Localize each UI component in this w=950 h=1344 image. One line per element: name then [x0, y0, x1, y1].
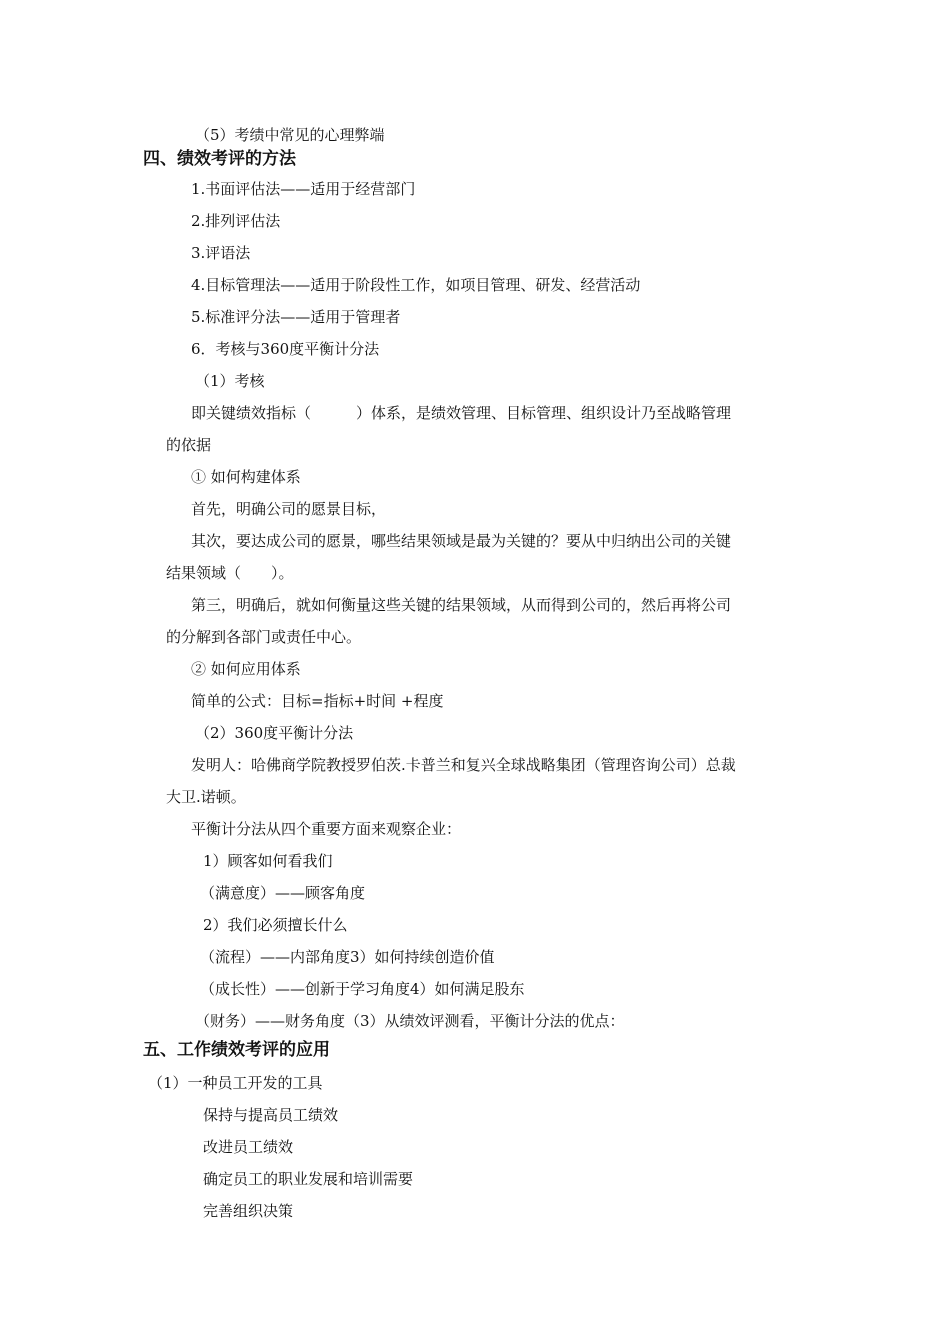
text-line: （财务）——财务角度（3）从绩效评测看，平衡计分法的优点：	[195, 1012, 625, 1030]
text-line: 发明人：哈佛商学院教授罗伯茨.卡普兰和复兴全球战略集团（管理咨询公司）总裁	[191, 756, 736, 774]
text-line: 2.排列评估法	[191, 212, 281, 230]
text-line: （2）360度平衡计分法	[195, 724, 354, 742]
text-line: 4.目标管理法——适用于阶段性工作，如项目管理、研发、经营活动	[191, 276, 641, 294]
text-line: 2）我们必须擅长什么	[203, 916, 348, 934]
text-line: 平衡计分法从四个重要方面来观察企业：	[191, 820, 462, 838]
text-line: 确定员工的职业发展和培训需要	[203, 1170, 414, 1188]
text-line: 大卫.诺顿。	[166, 788, 246, 806]
section-heading-4: 四、绩效考评的方法	[143, 149, 296, 169]
text-line: 完善组织决策	[203, 1202, 294, 1220]
text-line: 保持与提高员工绩效	[203, 1106, 339, 1124]
text-line: 第三，明确后，就如何衡量这些关键的结果领域，从而得到公司的，然后再将公司	[191, 596, 732, 614]
text-line: （1）一种员工开发的工具	[148, 1074, 323, 1092]
text-line: 1.书面评估法——适用于经营部门	[191, 180, 416, 198]
text-line: 6．考核与360度平衡计分法	[191, 340, 380, 358]
text-line: 5.标准评分法——适用于管理者	[191, 308, 401, 326]
text-line: 首先，明确公司的愿景目标，	[191, 500, 387, 518]
text-line: 1）顾客如何看我们	[203, 852, 333, 870]
text-line: 3.评语法	[191, 244, 251, 262]
text-line: （成长性）——创新于学习角度4）如何满足股东	[200, 980, 525, 998]
text-line: 即关键绩效指标（ ）体系，是绩效管理、目标管理、组织设计乃至战略管理	[191, 404, 732, 422]
text-line: 的依据	[166, 436, 212, 454]
text-line: （1）考核	[195, 372, 265, 390]
text-line: ① 如何构建体系	[191, 468, 301, 486]
text-line: 其次，要达成公司的愿景，哪些结果领域是最为关键的？要从中归纳出公司的关键	[191, 532, 732, 550]
text-line: 的分解到各部门或责任中心。	[166, 628, 362, 646]
text-line: （流程）——内部角度3）如何持续创造价值	[200, 948, 495, 966]
text-line: 简单的公式：目标=指标+时间 +程度	[191, 692, 444, 710]
text-line: ② 如何应用体系	[191, 660, 301, 678]
text-line: （满意度）——顾客角度	[200, 884, 366, 902]
text-line: 结果领域（ ）。	[166, 564, 294, 582]
text-line: （5）考绩中常见的心理弊端	[195, 126, 385, 144]
section-heading-5: 五、工作绩效考评的应用	[143, 1040, 330, 1060]
text-line: 改进员工绩效	[203, 1138, 294, 1156]
